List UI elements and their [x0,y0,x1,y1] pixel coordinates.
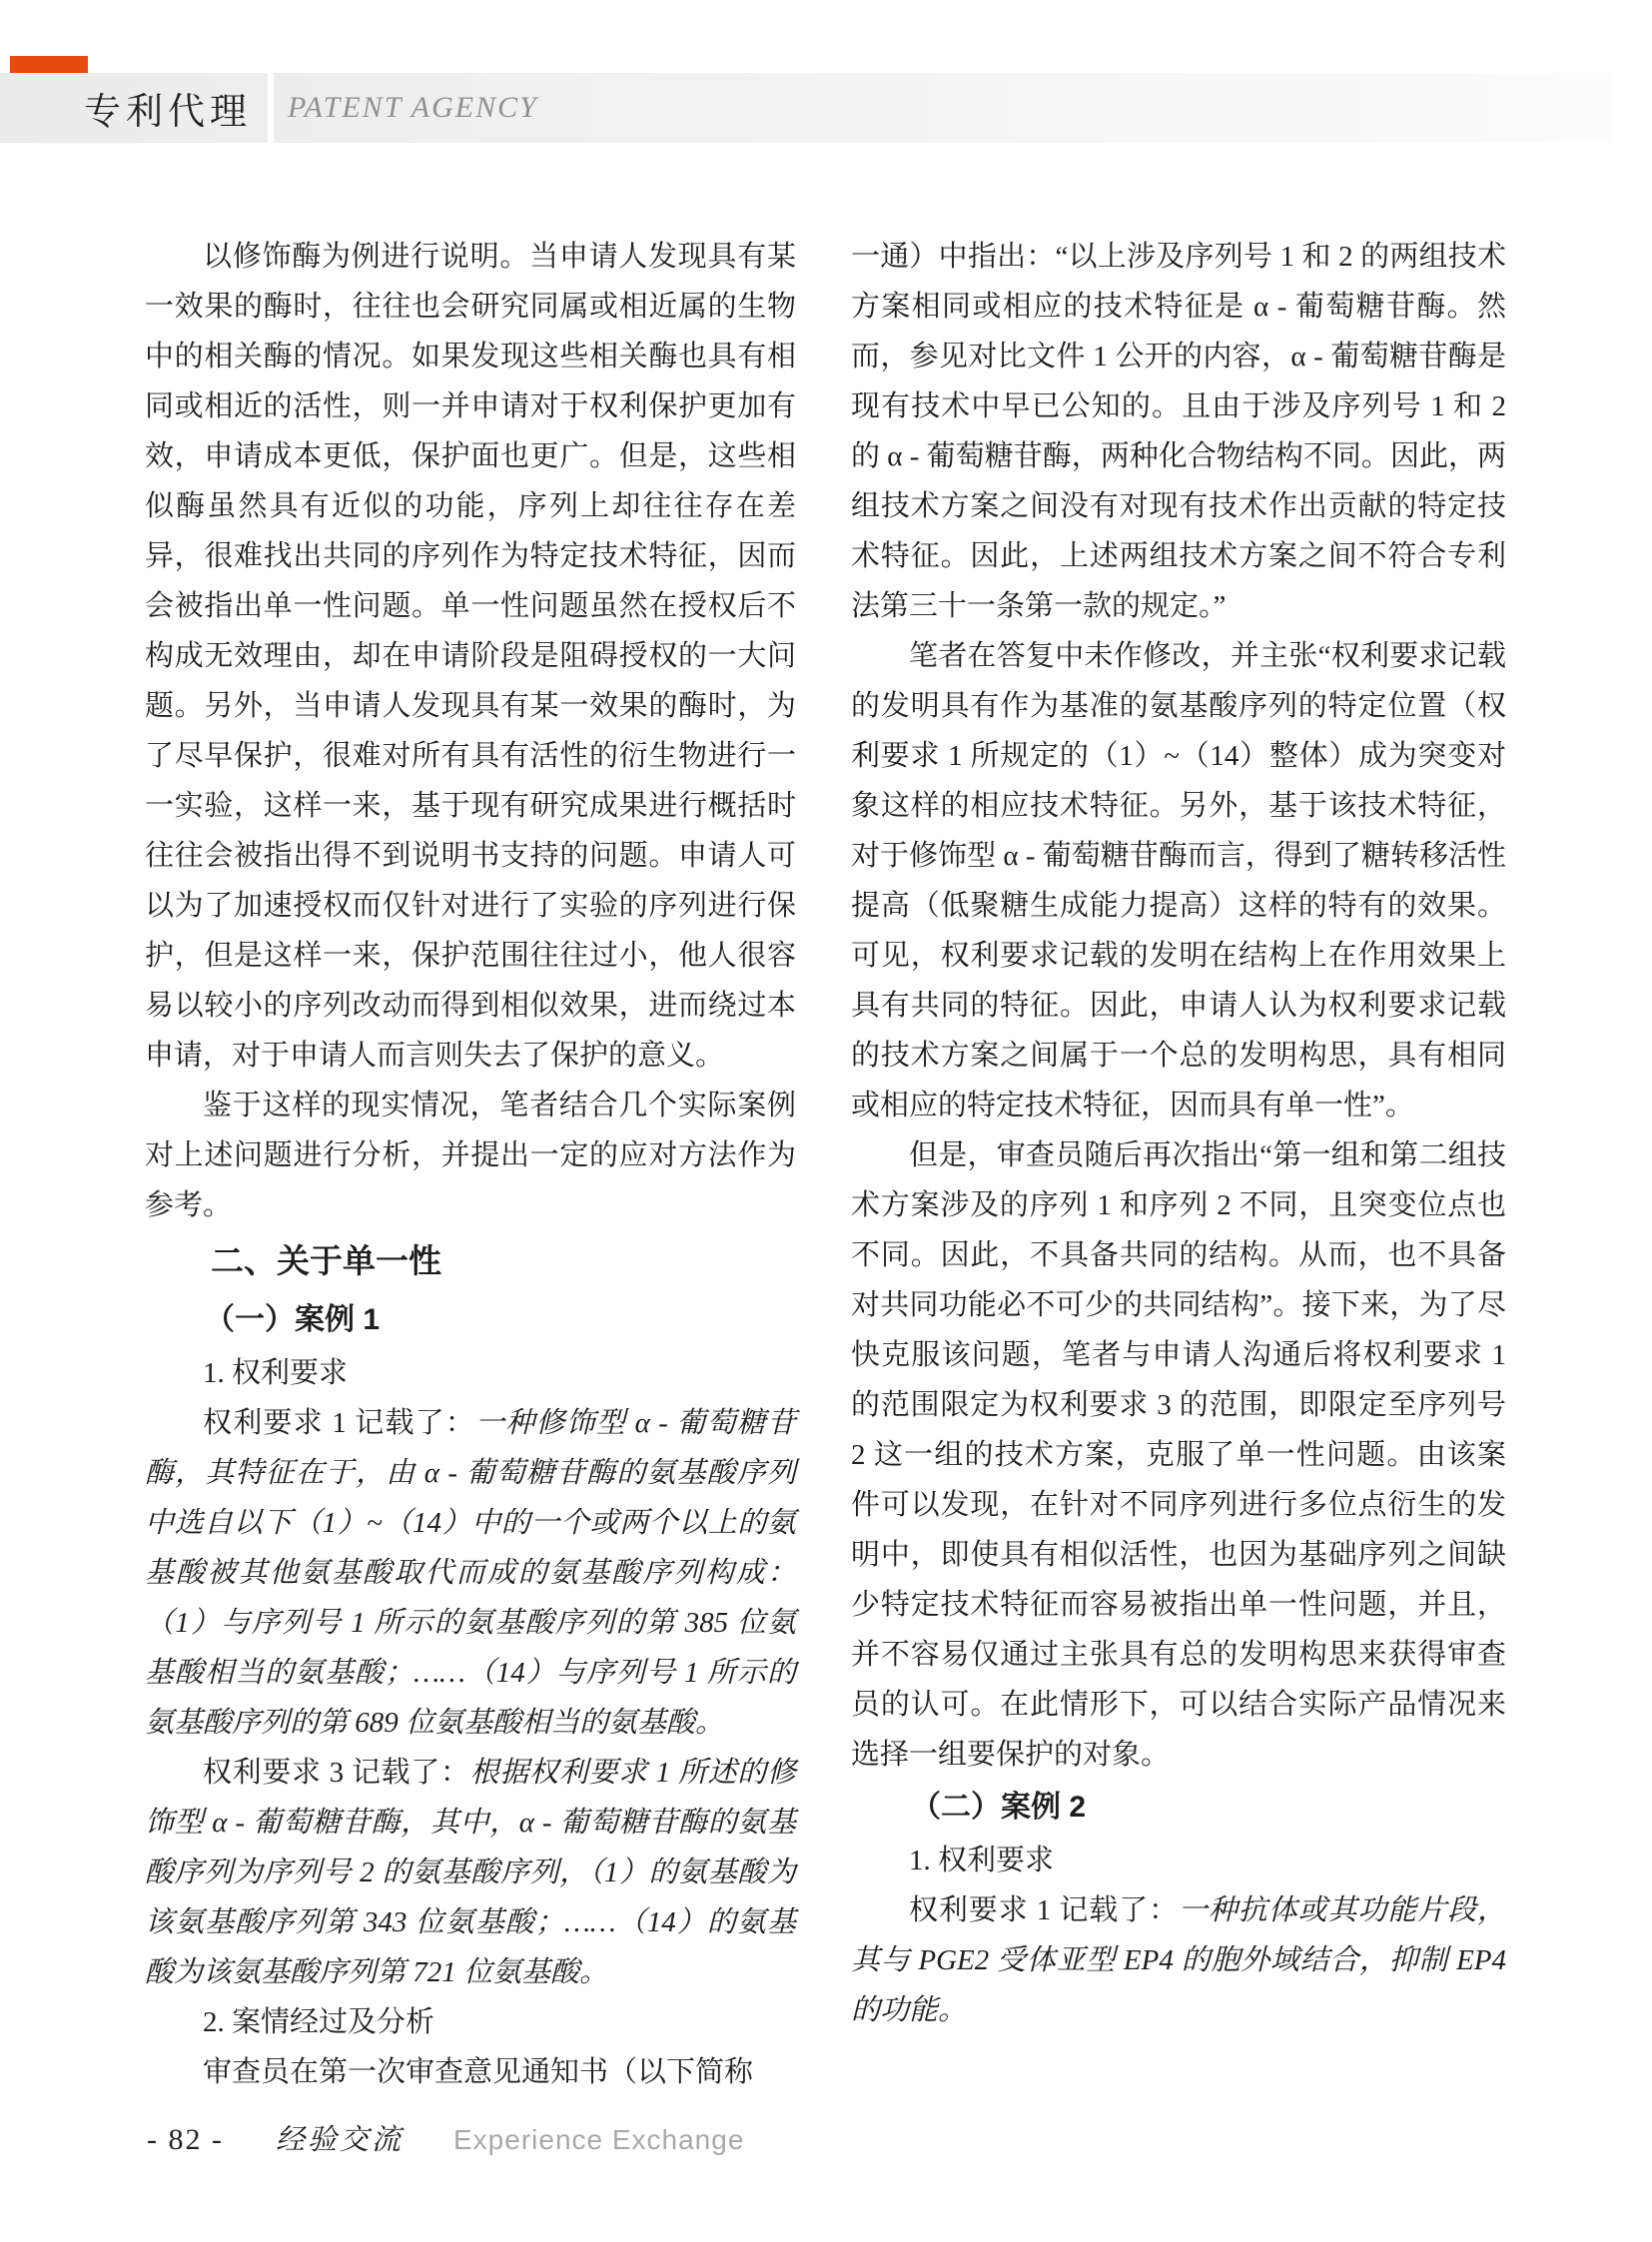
paragraph [851,1836,1506,1885]
paragraph [145,232,796,1081]
column-left [145,232,796,2097]
header-band-left [0,73,268,143]
column-right [851,232,1506,2035]
page-title-cn: 专利代理 [84,91,252,132]
body-text: 一通）中指出：“以上涉及序列号 1 和 2 的两组技术方案相同或相应的技术特征是 α - 葡萄糖苷酶。然而，参见对比文件 1 公开的内容，α - 葡萄糖苷酶是现有技术中早已公知的。且由于涉及序列号 1 和 2 的 α - 葡萄糖苷酶，两种化合物结构不同。因此，两组技术方案之间没有对现有技术作出贡献的特定技术特征。因此，上述两组技术方案之间不符合专利法第三十一条第一款的规定。” [851,241,1506,622]
paragraph [851,232,1506,631]
claim-quote-text: 一种抗体或其功能片段，其与 PGE2 受体亚型 EP4 的胞外域结合，抑制 EP4 的功能。 [851,1894,1506,2026]
paragraph [145,1997,796,2047]
body-text: 权利要求 1 记载了： [909,1894,1179,1926]
paragraph [145,2047,796,2097]
footer-section-cn: 经验交流 [275,2124,404,2156]
body-text: 审查员在第一次审查意见通知书（以下简称 [203,2056,754,2088]
body-text: 但是，审查员随后再次指出“第一组和第二组技术方案涉及的序列 1 和序列 2 不同，且突变位点也不同。因此，不具备共同的结构。从而，也不具备对共同功能必不可少的共同结构”。接下来，为了尽快克服该问题，笔者与申请人沟通后将权利要求 1 的范围限定为权利要求 3 的范围，即限定至序列号 2 这一组的技术方案，克服了单一性问题。由该案件可以发现，在针对不同序列进行多位点衍生的发明中，即使具有相似活性，也因为基础序列之间缺少特定技术特征而容易被指出单一性问题，并且，并不容易仅通过主张具有总的发明构思来获得审查员的认可。在此情形下，可以结合实际产品情况来选择一组要保护的对象。 [851,1139,1506,1771]
case-heading [851,1780,1506,1836]
body-text: （二）案例 2 [911,1791,1087,1824]
body-text: 权利要求 3 记载了： [203,1757,470,1789]
claim-quote-text: 一种修饰型 α - 葡萄糖苷酶，其特征在于，由 α - 葡萄糖苷酶的氨基酸序列中选自以下（1）~（14）中的一个或两个以上的氨基酸被其他氨基酸取代而成的氨基酸序列构成：（1）与序列号 1 所示的氨基酸序列的第 385 位氨基酸相当的氨基酸；……（14）与序列号 1 所示的氨基酸序列的第 689 位氨基酸相当的氨基酸。 [145,1407,796,1739]
body-text: 鉴于这样的现实情况，笔者结合几个实际案例对上述问题进行分析，并提出一定的应对方法作为参考。 [145,1090,796,1221]
paragraph [145,1081,796,1230]
footer-section-en: Experience Exchange [453,2124,745,2155]
section-heading [145,1230,796,1292]
body-text: 笔者在答复中未作修改，并主张“权利要求记载的发明具有作为基准的氨基酸序列的特定位置（权利要求 1 所规定的（1）~（14）整体）成为突变对象这样的相应技术特征。另外，基于该技术特征，对于修饰型 α - 葡萄糖苷酶而言，得到了糖转移活性提高（低聚糖生成能力提高）这样的特有的效果。可见，权利要求记载的发明在结构上在作用效果上具有共同的特征。因此，申请人认为权利要求记载的技术方案之间属于一个总的发明构思，具有相同或相应的特定技术特征，因而具有单一性”。 [851,640,1506,1121]
body-text: 二、关于单一性 [211,1242,441,1279]
paragraph [851,1885,1506,2035]
body-text: （一）案例 1 [205,1303,381,1336]
page-title-en: PATENT AGENCY [288,91,538,124]
body-text: 1. 权利要求 [203,1357,349,1389]
paragraph [145,1398,796,1748]
body-text: 权利要求 1 记载了： [203,1407,476,1439]
claim-quote-text: 根据权利要求 1 所述的修饰型 α - 葡萄糖苷酶，其中，α - 葡萄糖苷酶的氨基酸序列为序列号 2 的氨基酸序列，（1）的氨基酸为该氨基酸序列第 343 位氨基酸；……（14）的氨基酸为该氨基酸序列第 721 位氨基酸。 [145,1757,796,1988]
paragraph [851,1130,1506,1780]
paragraph [145,1748,796,1997]
case-heading [145,1292,796,1348]
header-band-right [274,73,1610,143]
body-text: 1. 权利要求 [909,1845,1055,1876]
body-text: 2. 案情经过及分析 [203,2006,435,2038]
footer [147,2117,744,2158]
paragraph [851,631,1506,1130]
body-text: 以修饰酶为例进行说明。当申请人发现具有某一效果的酶时，往往也会研究同属或相近属的生物中的相关酶的情况。如果发现这些相关酶也具有相同或相近的活性，则一并申请对于权利保护更加有效，申请成本更低，保护面也更广。但是，这些相似酶虽然具有近似的功能，序列上却往往存在差异，很难找出共同的序列作为特定技术特征，因而会被指出单一性问题。单一性问题虽然在授权后不构成无效理由，却在申请阶段是阻碍授权的一大问题。另外，当申请人发现具有某一效果的酶时，为了尽早保护，很难对所有具有活性的衍生物进行一一实验，这样一来，基于现有研究成果进行概括时往往会被指出得不到说明书支持的问题。申请人可以为了加速授权而仅针对进行了实验的序列进行保护，但是这样一来，保护范围往往过小，他人很容易以较小的序列改动而得到相似效果，进而绕过本申请，对于申请人而言则失去了保护的意义。 [145,241,796,1072]
page-number: - 82 - [147,2123,224,2156]
paragraph [145,1348,796,1398]
